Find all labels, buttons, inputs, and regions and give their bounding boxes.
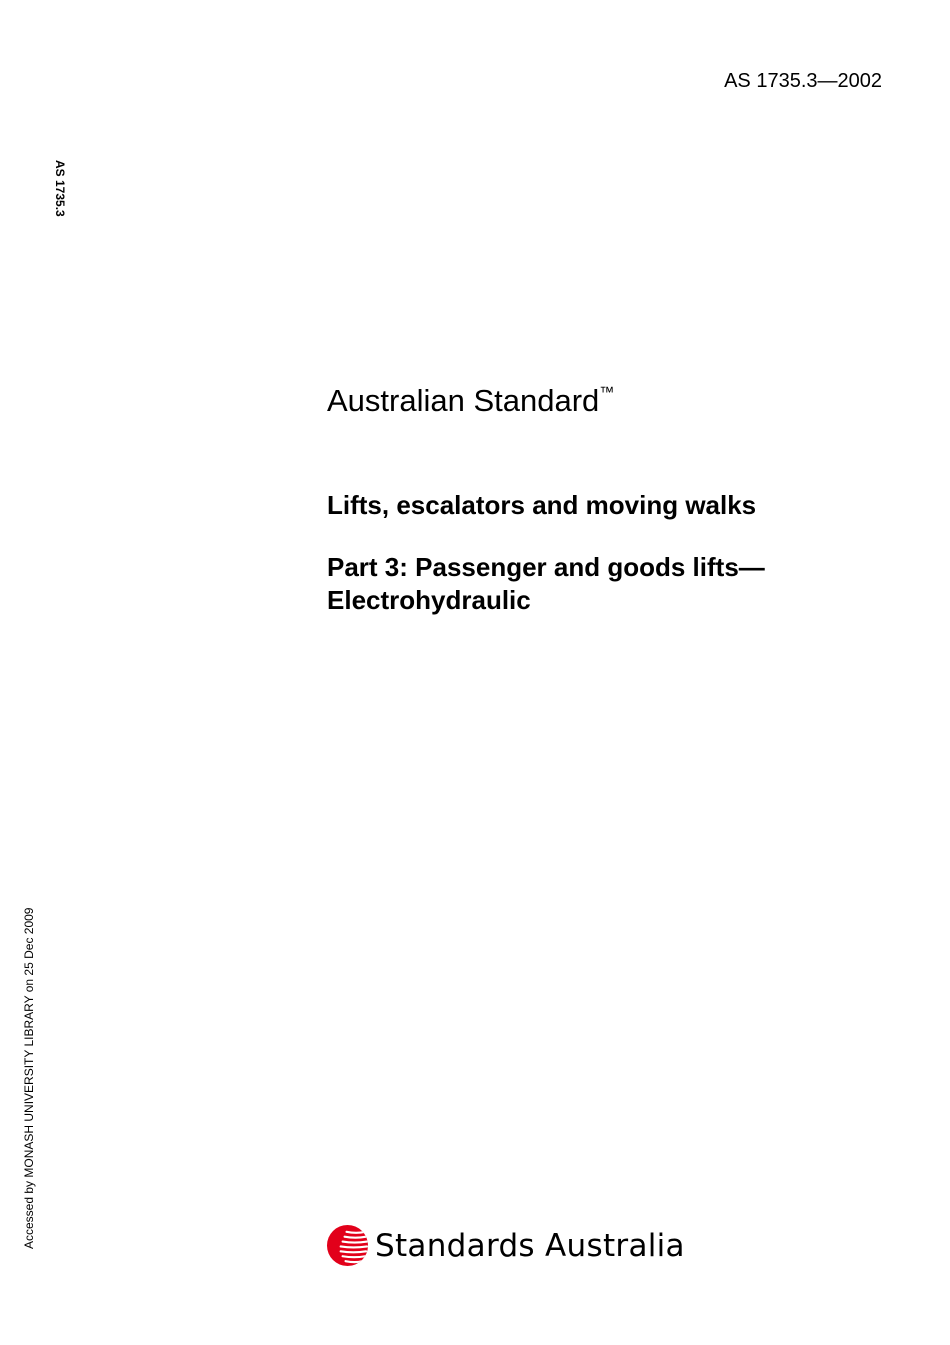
spine-label: AS 1735.3 bbox=[53, 160, 67, 217]
document-title: Lifts, escalators and moving walks bbox=[327, 490, 757, 520]
standard-type bbox=[327, 374, 907, 420]
access-note bbox=[22, 883, 38, 1249]
publisher-name: Standards Australia bbox=[375, 1227, 685, 1264]
document-subtitle: Part 3: Passenger and goods lifts—Electrohydraulic bbox=[327, 552, 765, 615]
cover-title-block bbox=[327, 374, 907, 617]
standard-type-text: Australian Standard bbox=[327, 383, 600, 418]
access-note-text: Accessed by MONASH UNIVERSITY LIBRARY on 25 Dec 2009 bbox=[22, 907, 36, 1249]
trademark-symbol: ™ bbox=[599, 384, 615, 401]
publisher-logo bbox=[326, 1224, 685, 1267]
document-number: AS 1735.3—2002 bbox=[724, 70, 882, 92]
standards-australia-logo-icon bbox=[326, 1224, 369, 1267]
